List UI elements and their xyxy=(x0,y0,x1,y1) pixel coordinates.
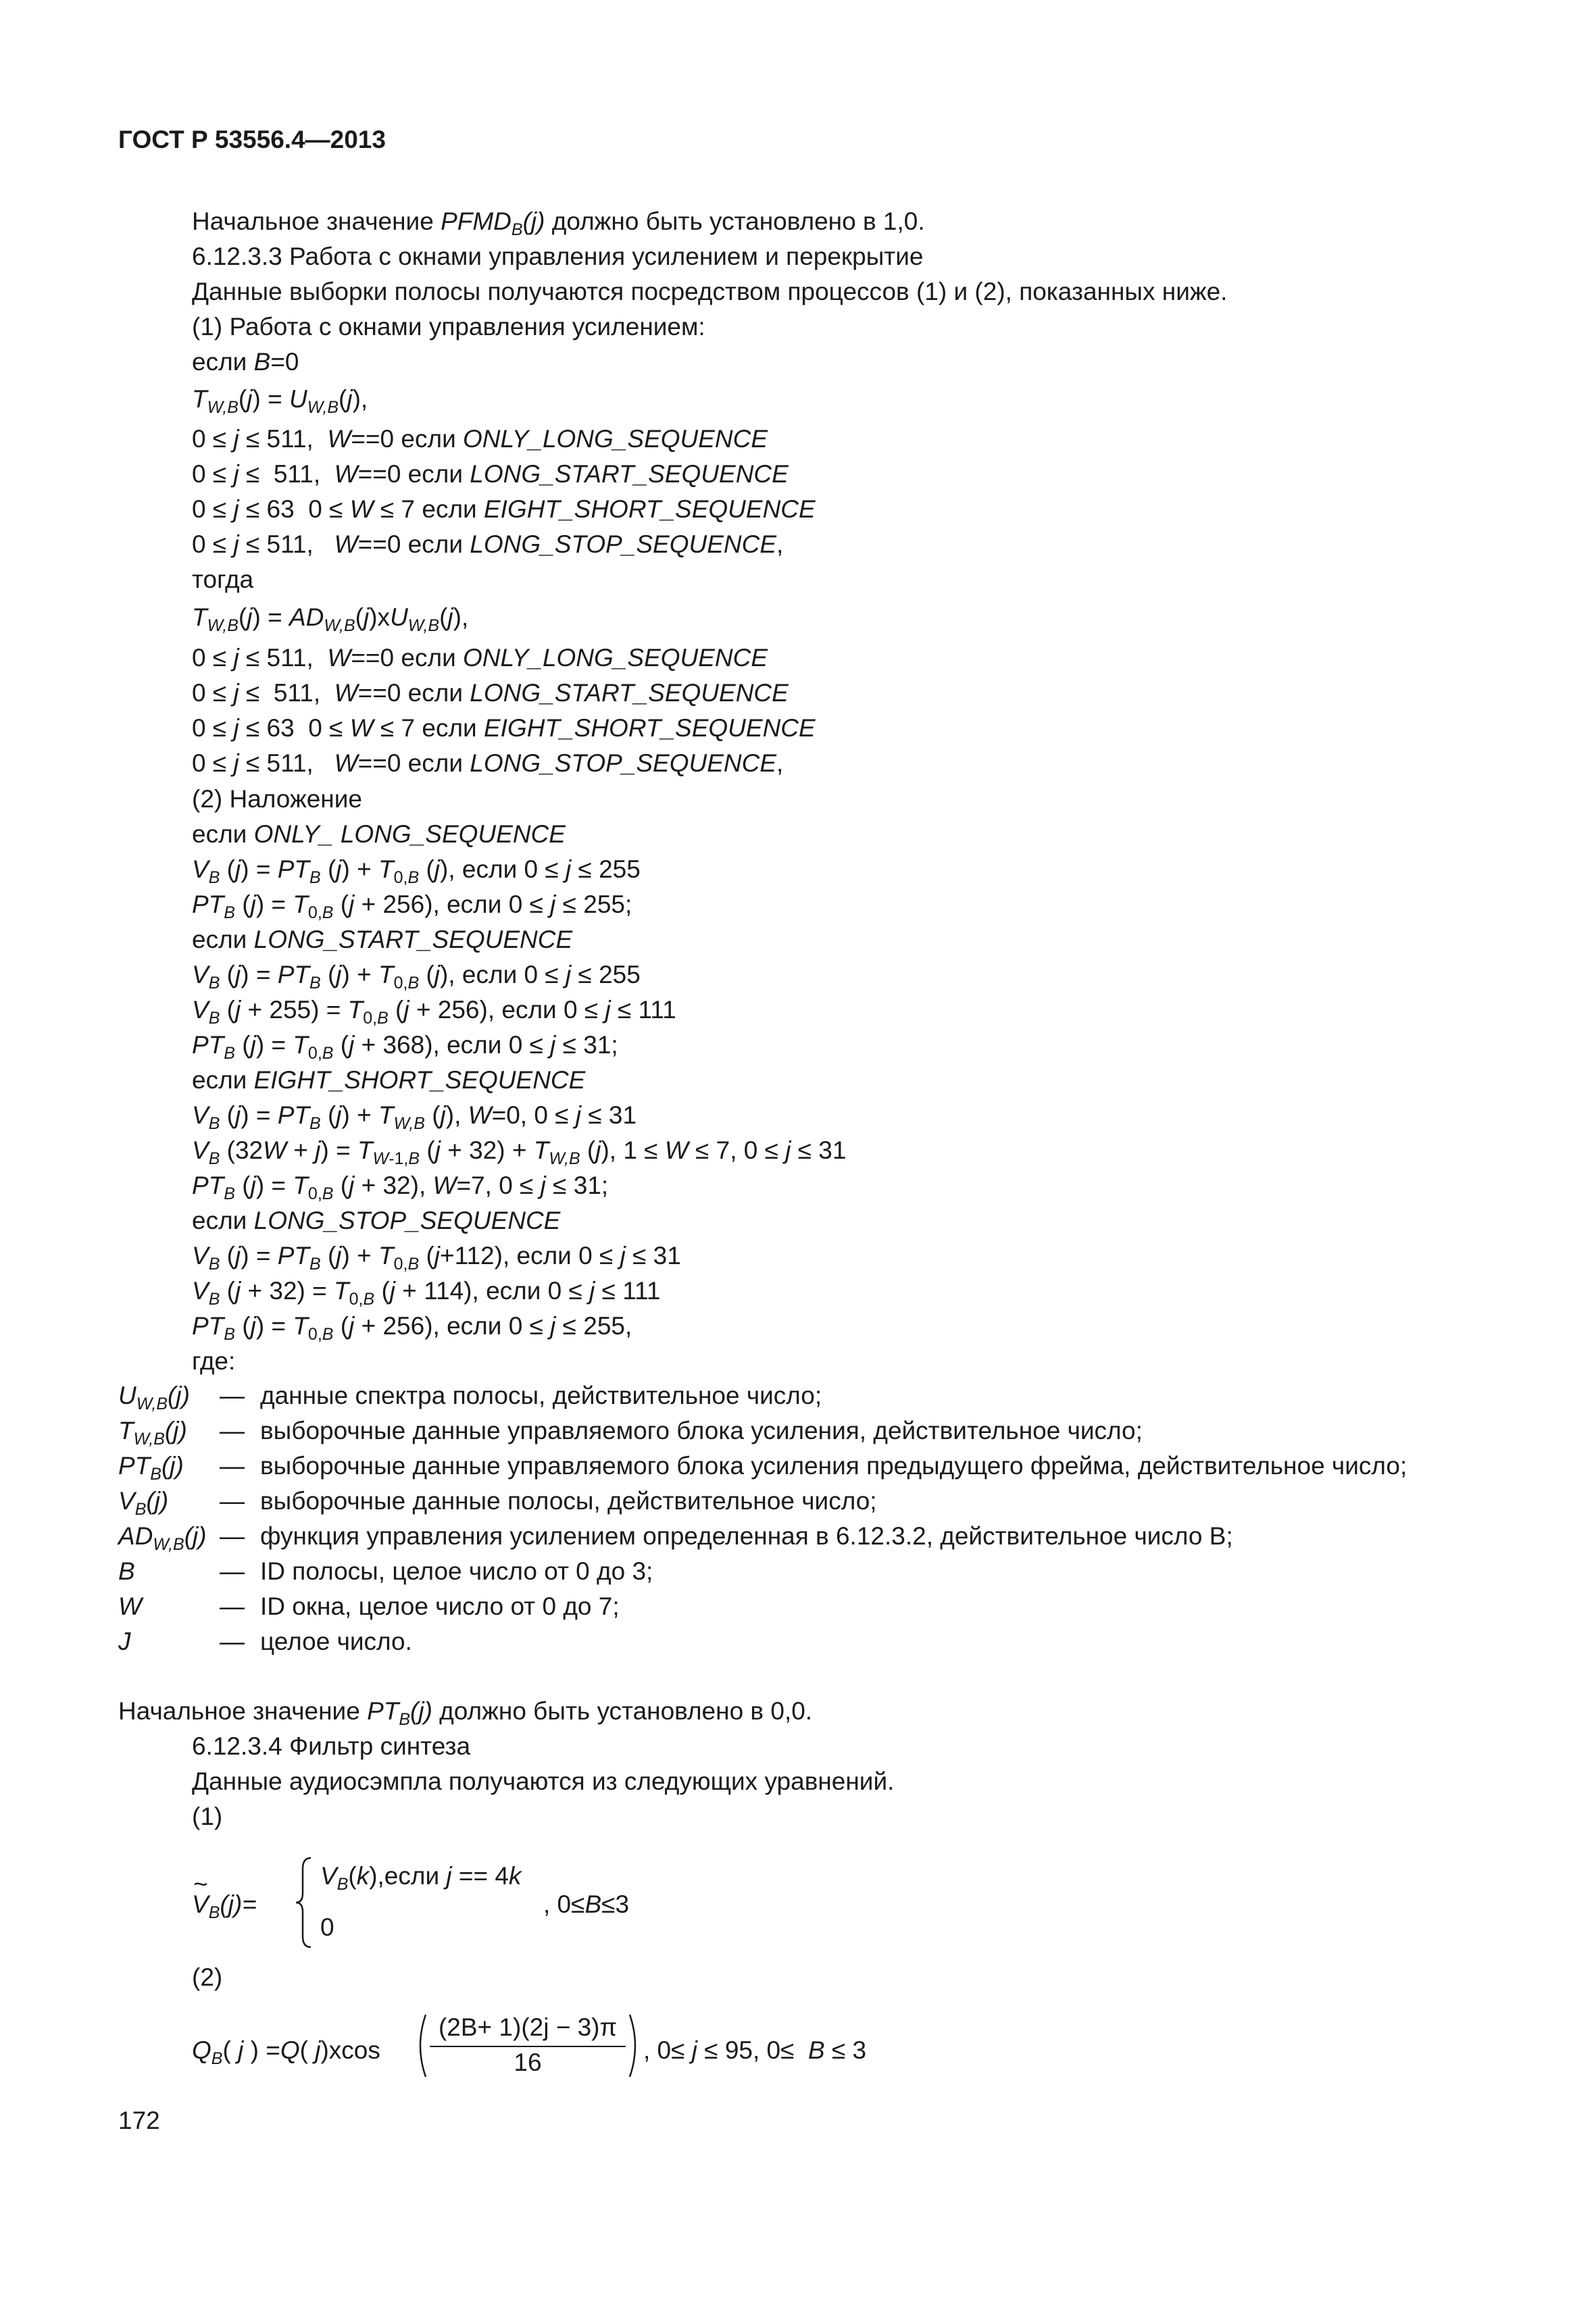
es-eq-2: $V_B$ $(32W + j) = T_{W-1,B}$ $(j + 32) + T_{W,B}$ (j), 1 ≤ W ≤ 7, 0 ≤ j ≤ 31 xyxy=(192,1136,847,1168)
lst-eq-3: $PT_B$ $(j) = T_{0,B}$ (j + 256), если 0 ≤ j ≤ 255, xyxy=(192,1312,632,1344)
if-long-start: если LONG_START_SEQUENCE xyxy=(192,926,573,953)
where-label: где: xyxy=(192,1347,236,1375)
lst-eq-1: $V_B$ $(j) = PT_B$ $(j) + T_{0,B}$ (j+112), если 0 ≤ j ≤ 31 xyxy=(192,1242,681,1274)
eq-t-equals-ad-u: $T_{W,B}(j) = AD_{W,B}(j)xU_{W,B}(j)$, xyxy=(192,603,469,635)
case-1: $V_B(k),если$ j == 4k xyxy=(320,1862,522,1894)
page-number: 172 xyxy=(118,2107,160,2134)
block2-row-2: 0 ≤ j ≤ 511, W==0 если LONG_START_SEQUENCE xyxy=(192,679,789,707)
if-b0: если B=0 xyxy=(192,348,299,376)
formula-1-range: , 0≤B≤3 xyxy=(543,1890,630,1918)
eq-t-equals-u: $T_{W,B}(j) = U_{W,B}(j)$, xyxy=(192,385,368,417)
def-w: W — ID окна, целое число от 0 до 7; xyxy=(118,1592,620,1620)
es-eq-3: $PT_B$ $(j) = T_{0,B}$ (j + 32), W=7, 0 ≤ j ≤ 31; xyxy=(192,1172,609,1203)
if-long-stop: если LONG_STOP_SEQUENCE xyxy=(192,1207,561,1234)
formula-2-lhs: $Q_B$( j ) =Q( j)xcos xyxy=(192,2036,380,2068)
def-v: $V_B(j)$ — выборочные данные полосы, действительное число; xyxy=(118,1487,877,1519)
block1-row-3: 0 ≤ j ≤ 63 0 ≤ W ≤ 7 если EIGHT_SHORT_SEQUENCE xyxy=(192,495,816,523)
case-2: 0 xyxy=(320,1913,334,1941)
process-1-title: (1) Работа с окнами управления усилением: xyxy=(192,313,705,341)
fraction-bar xyxy=(430,2046,626,2047)
section-6-12-3-3: 6.12.3.3 Работа с окнами управления усилением и перекрытие xyxy=(192,243,924,270)
left-brace xyxy=(293,1855,314,1950)
paren-left xyxy=(414,2012,428,2080)
formula-2 xyxy=(192,2012,1003,2086)
ls-eq-2: $V_B$ $(j + 255) = T_{0,B}$ (j + 256), если 0 ≤ j ≤ 111 xyxy=(192,996,676,1028)
eq2-label: (2) xyxy=(192,1963,223,1991)
band-description: Данные выборки полосы получаются посредством процессов (1) и (2), показанных ниже. xyxy=(192,278,1228,305)
definitions-list xyxy=(118,1378,1483,1659)
formula-1 xyxy=(192,1855,800,1950)
block1-row-1: 0 ≤ j ≤ 511, W==0 если ONLY_LONG_SEQUENCE xyxy=(192,425,768,453)
overlap-title: (2) Наложение xyxy=(192,785,362,813)
formula-2-range: , 0≤ j ≤ 95, 0≤ B ≤ 3 xyxy=(643,2036,867,2064)
eq1-label: (1) xyxy=(192,1803,223,1830)
ls-eq-1: $V_B$ $(j) = PT_B$ $(j) + T_{0,B}$ (j), если 0 ≤ j ≤ 255 xyxy=(192,961,641,992)
if-only-long: если ONLY_ LONG_SEQUENCE xyxy=(192,820,566,848)
document-header: ГОСТ Р 53556.4—2013 xyxy=(118,126,386,153)
block2-row-1: 0 ≤ j ≤ 511, W==0 если ONLY_LONG_SEQUENCE xyxy=(192,644,768,672)
block1-row-4: 0 ≤ j ≤ 511, W==0 если LONG_STOP_SEQUENCE, xyxy=(192,530,784,558)
def-j: J — целое число. xyxy=(118,1628,412,1655)
ol-eq-1: $V_B$ $(j) = PT_B$ $(j) + T_{0,B}$ (j), если 0 ≤ j ≤ 255 xyxy=(192,855,641,887)
paren-right xyxy=(627,2012,642,2080)
def-ad: $AD_{W,B}(j)$ — функция управления усилением определенная в 6.12.3.2, действительное число B; xyxy=(118,1522,1233,1554)
if-eight-short: если EIGHT_SHORT_SEQUENCE xyxy=(192,1066,586,1094)
audio-description: Данные аудиосэмпла получаются из следующих уравнений. xyxy=(192,1767,895,1795)
pt-initial-line: Начальное значение $PT_B(j)$ должно быть установлено в 0,0. xyxy=(118,1697,813,1729)
def-b: B — ID полосы, целое число от 0 до 3; xyxy=(118,1557,653,1585)
section-6-12-3-4: 6.12.3.4 Фильтр синтеза xyxy=(192,1732,471,1760)
def-t: $T_{W,B}(j)$ — выборочные данные управляемого блока усиления, действительное число; xyxy=(118,1417,1143,1449)
pfmd-initial-line: Начальное значение $PFMD_B(j)$ должно быть установлено в 1,0. xyxy=(192,207,925,239)
ls-eq-3: $PT_B$ $(j) = T_{0,B}$ (j + 368), если 0 ≤ j ≤ 31; xyxy=(192,1031,618,1063)
vtilde-b: V ~ $_B$(j)= xyxy=(192,1870,257,1922)
block1-row-2: 0 ≤ j ≤ 511, W==0 если LONG_START_SEQUENCE xyxy=(192,460,789,488)
formula-2-denominator: 16 xyxy=(514,2048,542,2076)
block2-row-3: 0 ≤ j ≤ 63 0 ≤ W ≤ 7 если EIGHT_SHORT_SEQUENCE xyxy=(192,714,816,742)
formula-2-numerator: (2B+ 1)(2j − 3)π xyxy=(438,2013,618,2041)
block2-row-4: 0 ≤ j ≤ 511, W==0 если LONG_STOP_SEQUENCE, xyxy=(192,749,784,777)
es-eq-1: $V_B$ $(j) = PT_B$ $(j) + T_{W,B}$ (j), W=0, 0 ≤ j ≤ 31 xyxy=(192,1101,637,1133)
def-pt: $PT_B(j)$ — выборочные данные управляемого блока усиления предыдущего фрейма, действительное число; xyxy=(118,1452,1407,1484)
def-u: $U_{W,B}(j)$ — данные спектра полосы, действительное число; xyxy=(118,1382,822,1413)
ol-eq-2: $PT_B$ $(j) = T_{0,B}$ (j + 256), если 0 ≤ j ≤ 255; xyxy=(192,890,632,922)
then-label: тогда xyxy=(192,565,254,593)
lst-eq-2: $V_B$ $(j + 32) = T_{0,B}$ (j + 114), если 0 ≤ j ≤ 111 xyxy=(192,1277,661,1309)
